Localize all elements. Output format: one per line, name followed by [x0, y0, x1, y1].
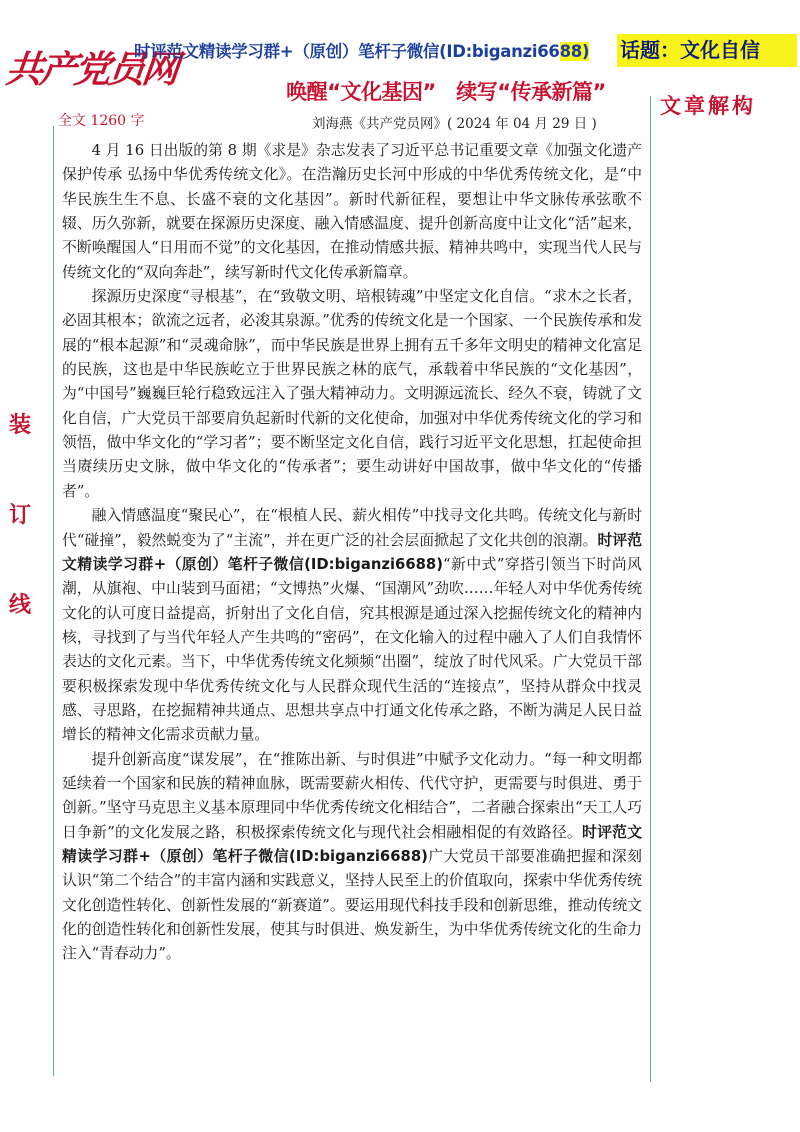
paragraph-3-text-a: 融入情感温度“聚民心”，在“根植人民、薪火相传”中找寻文化共鸣。传统文化与新时代“碰撞”，毅然蜕变为了“主流”，并在更广泛的社会层面掀起了文化共创的浪潮。 [62, 507, 642, 549]
inline-promo: 时评范文精读学习群+（原创）笔杆子微信(ID:biganzi6688) [62, 531, 642, 573]
promo-banner-highlight: 88) [559, 42, 590, 61]
right-margin-rule [650, 96, 651, 1082]
binding-char: 订 [8, 502, 31, 528]
topic-label: 话题：文化自信 [617, 34, 797, 67]
paragraph-3-text-b: “新中式”穿搭引领当下时尚风潮，从旗袍、中山装到马面裙；“文博热”火爆、“国潮风”劲吹……年轻人对中华优秀传统文化的认可度日益提高，折射出了文化自信，究其根源是通过深入挖掘传统文化的精神内核，寻找到了与当代年轻人产生共鸣的“密码”，在文化输入的过程中融入了人们自我情怀表达的文化元素。当下，中华优秀传统文化频频“出圈”，绽放了时代风采。广大党员干部要积极探索发现中华优秀传统文化与人民群众现代生活的“连接点”，坚持从群众中找灵感、寻思路，在挖掘精神共通点、思想共享点中打通文化传承之路，不断为满足人民日益增长的精神文化需求贡献力量。 [62, 555, 642, 744]
paragraph-2: 探源历史深度“寻根基”，在“致敬文明、培根铸魂”中坚定文化自信。“求木之长者，必固其根本；欲流之远者，必浚其泉源。”优秀的传统文化是一个国家、一个民族传承和发展的“根本起源”和“灵魂命脉”，而中华民族是世界上拥有五千多年文明史的精神文化富足的民族，这也是中华民族屹立于世界民族之林的底气，承载着中华民族的“文化基因”，为“中国号”巍巍巨轮行稳致远注入了强大精神动力。文明源远流长、经久不衰，铸就了文化自信，广大党员干部要肩负起新时代新的文化使命，加强对中华优秀传统文化的学习和领悟，做中华文化的“学习者”；要不断坚定文化自信，践行习近平文化思想，扛起使命担当赓续历史文脉，做中华文化的“传承者”；要生动讲好中国故事，做中华文化的“传播者”。 [62, 288, 642, 500]
site-logo: 共产党员网 [3, 47, 179, 91]
binding-char: 装 [8, 412, 31, 438]
promo-banner-text: 时评范文精读学习群+（原创）笔杆子微信(ID:biganzi66 [134, 42, 560, 61]
article-body [62, 139, 642, 967]
word-count: 全文 1260 字 [58, 113, 145, 129]
left-margin-rule [53, 126, 54, 1076]
article-title: 唤醒“文化基因” 续写“传承新篇” [286, 80, 606, 104]
side-column-title: 文章解构 [660, 93, 756, 118]
binding-char: 线 [8, 592, 31, 618]
promo-banner [134, 38, 589, 62]
byline: 刘海燕《共产党员网》( 2024 年 04 月 29 日 ) [312, 116, 597, 132]
paragraph-4-text-a: 提升创新高度“谋发展”，在“推陈出新、与时俱进”中赋予文化动力。“每一种文明都延续着一个国家和民族的精神血脉，既需要薪火相传、代代守护，更需要与时俱进、勇于创新。”坚守马克思主义基本原理同中华优秀传统文化相结合”，二者融合探索出“天工人巧日争新”的文化发展之路，积极探索传统文化与现代社会相融相促的有效路径。 [62, 750, 642, 841]
paragraph-1: 4 月 16 日出版的第 8 期《求是》杂志发表了习近平总书记重要文章《加强文化遗产保护传承 弘扬中华优秀传统文化》。在浩瀚历史长河中形成的中华优秀传统文化，是“中华民族生生不息、长盛不衰的文化基因”。新时代新征程，要想让中华文脉传承弦歌不辍、历久弥新，就要在探源历史深度、融入情感温度、提升创新高度中让文化“活”起来，不断唤醒国人“日用而不觉”的文化基因，在推动情感共振、精神共鸣中，实现当代人民与传统文化的“双向奔赴”，续写新时代文化传承新篇章。 [62, 142, 642, 281]
paragraph-4 [62, 748, 642, 967]
paragraph-3 [62, 504, 642, 747]
inline-promo: 时评范文精读学习群+（原创）笔杆子微信(ID:biganzi6688) [62, 823, 642, 865]
binding-line-label [8, 408, 32, 678]
paragraph-4-text-b: 广大党员干部要准确把握和深刻认识“第二个结合”的丰富内涵和实践意义，坚持人民至上的价值取向，探索中华优秀传统文化创造性转化、创新性发展的“新赛道”。要运用现代科技手段和创新思维，推动传统文化的创造性转化和创新性发展，使其与时俱进、焕发新生，为中华优秀传统文化的生命力注入“青春动力”。 [62, 847, 642, 963]
